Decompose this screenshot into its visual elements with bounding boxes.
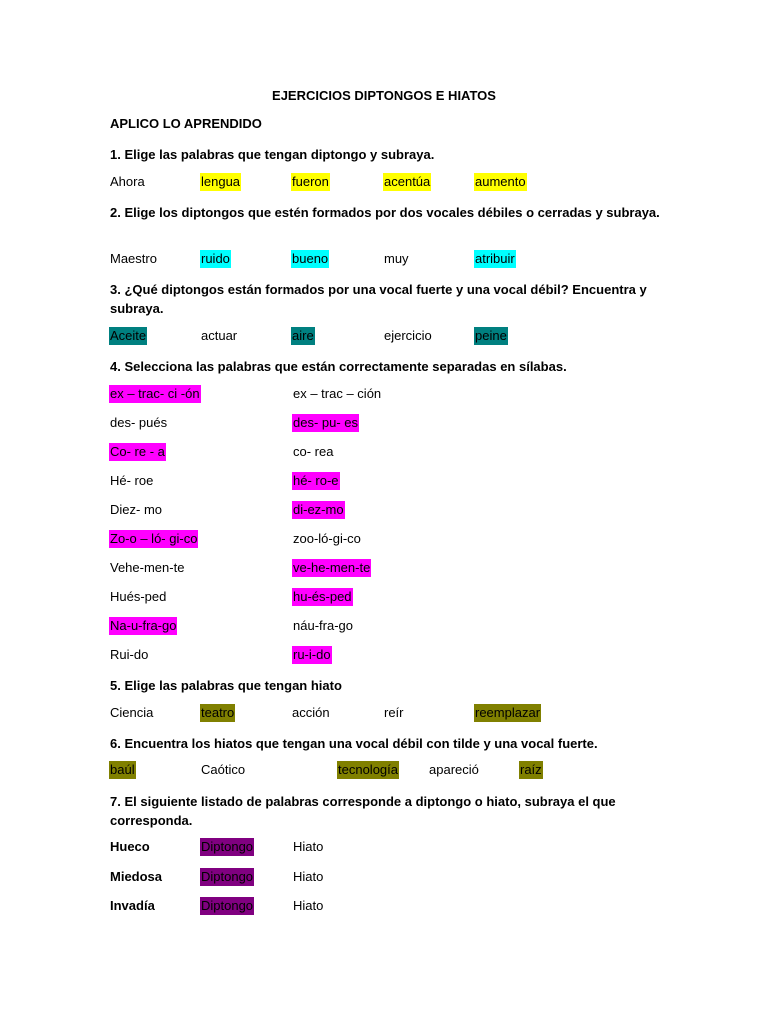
question-7: 7. El siguiente listado de palabras corresponde a diptongo o hiato, subraya el que corresponda. <box>110 794 616 828</box>
q5-word-highlighted: reemplazar <box>475 705 541 720</box>
q3-word: actuar <box>201 328 238 343</box>
q4-syllable-row <box>0 530 768 550</box>
q4-left-option: Rui-do <box>110 647 149 662</box>
q1-word-highlighted: aumento <box>475 174 526 189</box>
q7-hiato-option: Hiato <box>293 839 324 854</box>
q4-syllable-row <box>0 588 768 608</box>
q7-row <box>0 897 768 917</box>
page-title: EJERCICIOS DIPTONGOS E HIATOS <box>272 88 496 103</box>
q1-word-row <box>0 173 768 193</box>
question-1: 1. Elige las palabras que tengan diptongo y subraya. <box>110 147 435 162</box>
q4-left-option-highlighted: Na-u-fra-go <box>110 618 177 633</box>
q7-hiato-option: Hiato <box>293 869 324 884</box>
q2-word: Maestro <box>110 251 157 266</box>
q4-right-option-highlighted: hé- ro-e <box>293 473 339 488</box>
q7-word: Invadía <box>110 898 155 913</box>
q7-word: Hueco <box>110 839 150 854</box>
q4-right-option: náu-fra-go <box>293 618 353 633</box>
q4-syllable-row <box>0 472 768 492</box>
q4-syllable-row <box>0 559 768 579</box>
q4-right-option: ex – trac – ción <box>293 386 382 401</box>
q4-right-option-highlighted: des- pu- es <box>293 415 359 430</box>
q4-syllable-row <box>0 414 768 434</box>
question-4: 4. Selecciona las palabras que están correctamente separadas en sílabas. <box>110 359 567 374</box>
q4-left-option: Vehe-men-te <box>110 560 185 575</box>
q4-syllable-row <box>0 646 768 666</box>
q4-syllable-row <box>0 385 768 405</box>
q7-diptongo-highlighted: Diptongo <box>201 898 254 913</box>
q4-syllable-row <box>0 501 768 521</box>
q6-word: Caótico <box>201 762 246 777</box>
q3-word-highlighted: aire <box>292 328 314 343</box>
q4-right-option-highlighted: ru-i-do <box>293 647 331 662</box>
q1-word-highlighted: fueron <box>292 174 329 189</box>
q6-word-highlighted: tecnología <box>338 762 398 777</box>
q3-word-highlighted: peine <box>475 328 507 343</box>
q2-word-row <box>0 250 768 270</box>
q2-word-highlighted: bueno <box>292 251 329 266</box>
q4-right-option-highlighted: di-ez-mo <box>293 502 344 517</box>
q1-word-highlighted: lengua <box>201 174 241 189</box>
q2-word-highlighted: ruido <box>201 251 230 266</box>
q4-right-option-highlighted: hu-és-ped <box>293 589 352 604</box>
section-heading: APLICO LO APRENDIDO <box>110 116 262 131</box>
q5-word-highlighted: teatro <box>201 705 235 720</box>
q5-word: reír <box>384 705 404 720</box>
q5-word: acción <box>292 705 330 720</box>
question-3: 3. ¿Qué diptongos están formados por una vocal fuerte y una vocal débil? Encuentra y subraya. <box>110 282 647 316</box>
q4-syllable-row <box>0 617 768 637</box>
q6-word: apareció <box>429 762 479 777</box>
q7-row <box>0 838 768 858</box>
q4-right-option: co- rea <box>293 444 334 459</box>
q4-left-option-highlighted: Zo-o – ló- gi-co <box>110 531 198 546</box>
q4-left-option-highlighted: Co- re - a <box>110 444 165 459</box>
q2-word-highlighted: atribuir <box>475 251 515 266</box>
q7-diptongo-highlighted: Diptongo <box>201 839 254 854</box>
q3-word-row <box>0 327 768 347</box>
q7-word: Miedosa <box>110 869 163 884</box>
q4-left-option: Diez- mo <box>110 502 163 517</box>
q1-word-highlighted: acentúa <box>384 174 431 189</box>
q6-word-row <box>0 761 768 781</box>
q7-hiato-option: Hiato <box>293 898 324 913</box>
q3-word-highlighted: Aceite <box>110 328 147 343</box>
question-5: 5. Elige las palabras que tengan hiato <box>110 678 342 693</box>
q6-word-highlighted: raíz <box>520 762 542 777</box>
question-6: 6. Encuentra los hiatos que tengan una vocal débil con tilde y una vocal fuerte. <box>110 736 598 751</box>
q2-word: muy <box>384 251 409 266</box>
q4-left-option-highlighted: ex – trac- ci -ón <box>110 386 200 401</box>
q5-word-row <box>0 704 768 724</box>
q6-word-highlighted: baúl <box>110 762 135 777</box>
q4-syllable-row <box>0 443 768 463</box>
q5-word: Ciencia <box>110 705 154 720</box>
q4-right-option-highlighted: ve-he-men-te <box>293 560 371 575</box>
q1-word: Ahora <box>110 174 145 189</box>
q7-diptongo-highlighted: Diptongo <box>201 869 254 884</box>
q4-left-option: Hé- roe <box>110 473 154 488</box>
q4-right-option: zoo-ló-gi-co <box>293 531 361 546</box>
question-2: 2. Elige los diptongos que estén formados por dos vocales débiles o cerradas y subraya. <box>110 205 660 220</box>
q4-left-option: des- pués <box>110 415 168 430</box>
q3-word: ejercicio <box>384 328 432 343</box>
q4-left-option: Hués-ped <box>110 589 167 604</box>
q7-row <box>0 868 768 888</box>
